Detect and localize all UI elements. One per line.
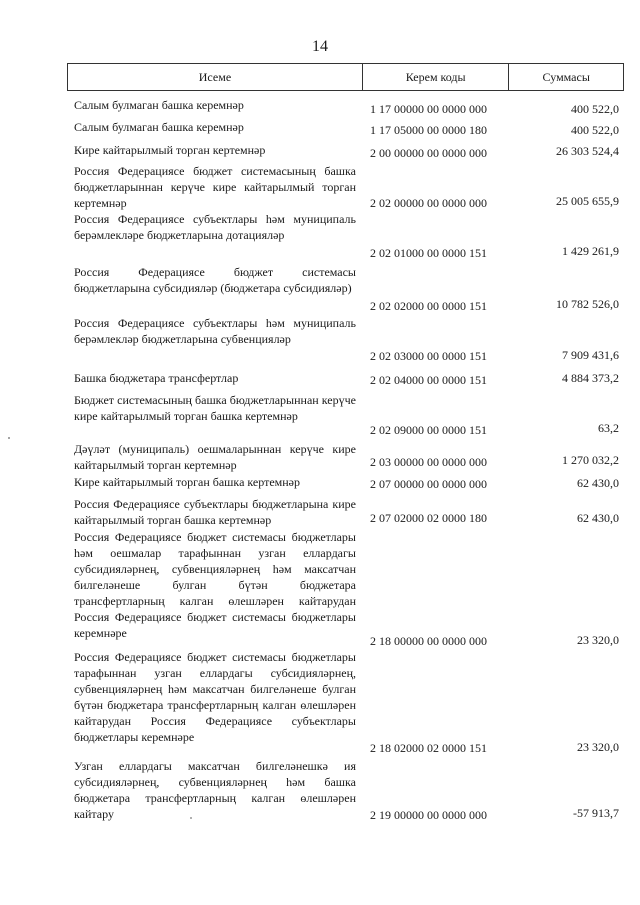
row-sum: 26 303 524,4 <box>556 144 619 158</box>
stray-mark <box>190 817 192 819</box>
column-header-code: Керем коды <box>363 64 509 90</box>
row-sum: 7 909 431,6 <box>562 348 619 362</box>
row-code: 2 02 00000 00 0000 000 <box>370 196 487 210</box>
row-sum: 23 320,0 <box>577 740 619 754</box>
row-code: 2 02 02000 00 0000 151 <box>370 299 487 313</box>
row-code: 2 03 00000 00 0000 000 <box>370 455 487 469</box>
row-name: Бюджет системасының башка бюджетларыннан керүче кире кайтарылмый торган башка кертемнәр <box>74 393 356 423</box>
row-name: Россия Федерациясе субъектлары бюджетларына кире кайтарылмый торган башка кертемнәр <box>74 497 356 527</box>
row-code: 1 17 05000 00 0000 180 <box>370 123 487 137</box>
row-sum: -57 913,7 <box>573 806 619 820</box>
row-sum: 1 270 032,2 <box>562 453 619 467</box>
row-code: 2 02 03000 00 0000 151 <box>370 349 487 363</box>
row-code: 2 02 09000 00 0000 151 <box>370 423 487 437</box>
row-sum: 10 782 526,0 <box>556 297 619 311</box>
row-name: Россия Федерациясе субъектлары һәм муниципаль берәмлекләр бюджетларына субвенцияләр <box>74 316 356 346</box>
row-code: 2 18 02000 02 0000 151 <box>370 741 487 755</box>
margin-mark <box>8 437 10 439</box>
row-name: Россия Федерациясе бюджет системасы бюджетларына субсидияләр (бюджетара субсидияләр) <box>74 265 356 295</box>
row-name: Россия Федерациясе бюджет системасының башка бюджетларыннан керүче кире кайтарылмый торган кертемнәр <box>74 164 356 210</box>
row-name: Башка бюджетара трансфертлар <box>74 371 239 385</box>
row-sum: 62 430,0 <box>577 476 619 490</box>
row-code: 2 18 00000 00 0000 000 <box>370 634 487 648</box>
row-sum: 400 522,0 <box>571 102 619 116</box>
table-header <box>67 63 624 91</box>
row-sum: 25 005 655,9 <box>556 194 619 208</box>
row-name: Дәүләт (муниципаль) оешмаларыннан керүче кире кайтарылмый торган кертемнәр <box>74 442 356 472</box>
row-code: 2 07 00000 00 0000 000 <box>370 477 487 491</box>
row-name: Россия Федерациясе субъектлары һәм муниципаль берәмлекләре бюджетларына дотацияләр <box>74 212 356 242</box>
page-number: 14 <box>312 38 328 55</box>
row-code: 1 17 00000 00 0000 000 <box>370 102 487 116</box>
row-sum: 23 320,0 <box>577 633 619 647</box>
row-name: Узган еллардагы максатчан билгеләнешкә ия субсидияләрнең, субвенцияләрнең һәм башка бюджетара трансфертларның калган өлешләрен кайтару <box>74 759 356 821</box>
row-code: 2 00 00000 00 0000 000 <box>370 146 487 160</box>
column-header-name: Исеме <box>68 64 363 90</box>
row-code: 2 02 04000 00 0000 151 <box>370 373 487 387</box>
row-sum: 1 429 261,9 <box>562 244 619 258</box>
row-sum: 400 522,0 <box>571 123 619 137</box>
row-code: 2 19 00000 00 0000 000 <box>370 808 487 822</box>
row-code: 2 07 02000 02 0000 180 <box>370 511 487 525</box>
row-name: Салым булмаган башка керемнәр <box>74 120 244 134</box>
row-name: Кире кайтарылмый торган кертемнәр <box>74 143 266 157</box>
row-sum: 62 430,0 <box>577 511 619 525</box>
row-sum: 4 884 373,2 <box>562 371 619 385</box>
row-name: Салым булмаган башка керемнәр <box>74 98 244 112</box>
row-name: Россия Федерациясе бюджет системасы бюджетлары тарафыннан узган еллардагы субсидияләрнең, субвенцияләрнең һәм максатчан билгеләнеше булган бүтән бюджетара трансфертларның калган өлешләрен кайтарудан Россия Федерациясе субъектлары бюджетлары керемнәре <box>74 650 356 744</box>
column-header-sum: Суммасы <box>542 69 590 84</box>
row-name: Кире кайтарылмый торган башка кертемнәр <box>74 475 301 489</box>
row-sum: 63,2 <box>598 421 619 435</box>
row-code: 2 02 01000 00 0000 151 <box>370 246 487 260</box>
row-name: Россия Федерациясе бюджет системасы бюджетлары һәм оешмалар тарафыннан узган еллардагы субсидияләрнең, субвенцияләрнең һәм максатчан билгеләнеше булган бүтән бюджетара трансфертларның калган өлешләрен кайтарудан Россия Федерациясе бюджет системасы бюджетлары керемнәре <box>74 530 356 640</box>
